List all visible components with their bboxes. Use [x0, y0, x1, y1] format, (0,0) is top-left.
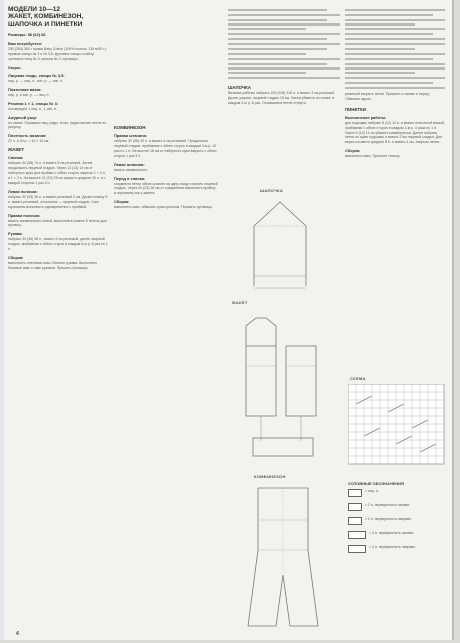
right-front-text: вязать симметрично левой, выполнив в планке 5 петель для пуговиц.: [8, 218, 107, 228]
text-line: [345, 82, 433, 84]
text-line: [228, 19, 327, 21]
cross-left-icon: [348, 503, 362, 511]
jacket-schema-label: ЖАКЕТ: [232, 300, 248, 305]
knitting-chart: [348, 384, 446, 471]
density-heading: Плотность вязания:: [8, 133, 47, 139]
text-line: [345, 38, 445, 40]
booties-subheading: Выполнение работы:: [345, 114, 387, 120]
overalls-heading: КОМБИНЕЗОН: [114, 125, 146, 130]
legend-item-label: = 2 п. перекрестить направо: [365, 517, 412, 522]
text-line: [345, 53, 445, 55]
text-line: [345, 67, 445, 69]
materials-text: 250 (300) 350 г пряжи Baby Cotton (100% хлопок, 115 м/50 г), прямые спицы № 3 и № 3,5, круговые спицы и набор чулочных спиц № 3; крючок № 3; пуговицы.: [8, 47, 107, 61]
overalls-schematic: [228, 480, 338, 630]
booties-heading: ПИНЕТКИ: [345, 106, 366, 112]
knit-stitch-icon: [348, 489, 362, 497]
text-line: [228, 23, 340, 25]
text-line: [345, 23, 415, 25]
stitch3-heading: Резинка 1 × 1, спицы № 3:: [8, 100, 59, 106]
legend-item: [348, 531, 448, 539]
assembly-text: выполнить плечевые швы. Втачать рукава. Выполнить боковые швы и швы рукавов. Пришить пуговицы.: [8, 261, 98, 270]
text-line: [345, 77, 445, 79]
stitch3-text: поочередно 1 лиц. п., 1 изн. п.: [8, 106, 58, 111]
cross-right-icon: [348, 517, 362, 525]
text-line: [228, 77, 340, 79]
legend-item-label: = 2 п. перекрестить налево: [365, 503, 410, 508]
sleeves-text: набрать 34 (36) 38 п., вязать 4 см резинкой, далее лицевой гладью, прибавляя с обеих сторон в каждом 6-м р. 8 раз по 1 п.: [8, 237, 108, 252]
legend-item: [348, 489, 448, 497]
text-line: [228, 58, 340, 60]
patterns-heading: Узоры:: [8, 64, 22, 70]
text-line: [228, 67, 340, 69]
booties-text: для подошвы набрать 8 (12) 12 п. и вязать платочной вязкой, прибавляя с обеих сторон в каждом 2-м р. 3 раза по 1 п. Через 9 (10) 11 см убавить симметрично. Далее набрать петли по краю подошвы и вязать 2 см лицевой гладью. Для верха оставить средние 8 п. и вязать 4 см. Закрыть петли.: [345, 120, 445, 145]
text-line: [228, 28, 306, 30]
text-line: [345, 72, 415, 74]
overalls-assembly-heading: Сборка:: [114, 199, 130, 205]
text-line: [228, 53, 306, 55]
right-front-heading: Правая полочка:: [8, 212, 41, 218]
legend-item: [348, 545, 448, 553]
text-line: [345, 33, 433, 35]
left-front-heading: Левая полочка:: [8, 188, 38, 194]
booties-assembly-heading: Сборка:: [345, 148, 361, 154]
text-line: [228, 72, 306, 74]
sleeves-heading: Рукава:: [8, 231, 23, 237]
text-line: [345, 14, 433, 16]
stitch2-heading: Платочная вязка:: [8, 86, 42, 92]
legend-item-label: = 3 п. перекрестить налево: [369, 531, 414, 536]
hat-heading: ШАПОЧКА: [228, 85, 252, 91]
back-heading: Спинка:: [8, 155, 24, 161]
stitch4-text: по схеме. Показаны лиц. ряды, в изн. рядах вязать петли по рисунку.: [8, 120, 107, 130]
front-back-text: соединить петли обеих штанин на одну спицу и вязать лицевой гладью. Через 20 (23) 26 см от соединения выполнить пройму и горловину как у жакета.: [114, 181, 218, 196]
legend-item-label: = лиц. п.: [365, 489, 379, 494]
legend-title: УСЛОВНЫЕ ОБОЗНАЧЕНИЯ: [348, 481, 404, 486]
text-line: [345, 19, 445, 21]
text-line: [345, 9, 445, 11]
overalls-schema-label: КОМБИНЕЗОН: [254, 474, 286, 479]
assembly-continued-text: резинкой закрыть петли. Пришить к спинке и перед. Обвязать вдоль.: [345, 91, 430, 101]
assembly-heading: Сборка:: [8, 255, 24, 261]
overalls-assembly-text: выполнить швы, обвязать края крючком. Пришить пуговицы.: [114, 205, 213, 210]
text-column-2: [114, 122, 218, 392]
left-leg-text: вязать симметрично.: [114, 167, 149, 172]
hat-text: Вязание работы: набрать 100 (108) 116 п. и вязать 3 см резинкой. Далее узором: лицевой гладью 10 см. Затем убавить по схеме: в каждом 2-м р. 8 раз. Оставшиеся петли стянуть.: [228, 91, 336, 106]
text-line: [228, 9, 327, 11]
text-line: [345, 43, 445, 45]
page-title: МОДЕЛИ 10—12 ЖАКЕТ, КОМБИНЕЗОН, ШАПОЧКА И ПИНЕТКИ: [8, 6, 84, 28]
page-edge: [0, 0, 4, 640]
text-line: [228, 48, 327, 50]
hat-schema-label: ШАПОЧКА: [260, 188, 284, 193]
front-back-heading: Перед и спинка:: [114, 175, 146, 181]
chart-schema-label: СХЕМА: [350, 376, 366, 381]
right-leg-text: набрать 32 (36) 40 п. и вязать 4 см резинкой. Продолжить лицевой гладью, прибавляя с обеих сторон в каждом 4-м р. 10 раз по 1 п. На высоте 18 см от наборного края закрыть с обеих сторон 1 раз 3 п.: [114, 139, 217, 158]
page-number: 4: [16, 631, 19, 637]
text-line: [228, 38, 327, 40]
stitch1-heading: Лицевая гладь, спицы № 3,5:: [8, 72, 65, 78]
stitch1-text: лиц. р. — лиц. п., изн. р. — изн. п.: [8, 78, 64, 83]
legend: [348, 482, 448, 559]
text-line: [345, 87, 445, 89]
text-line: [228, 14, 340, 16]
text-line: [345, 28, 445, 30]
right-leg-heading: Правая штанина:: [114, 133, 148, 138]
text-column-1: [8, 6, 108, 614]
sizes: Размеры: 56 (62) 68: [8, 32, 46, 38]
legend-item: [348, 503, 448, 511]
hat-schematic: [240, 196, 320, 291]
jacket-heading: ЖАКЕТ: [8, 147, 25, 153]
materials-heading: Вам потребуется:: [8, 41, 43, 47]
text-line: [345, 48, 415, 50]
stitch2-text: лиц. р. и изн. р. — лиц. п.: [8, 92, 50, 97]
cross3-left-icon: [348, 531, 366, 539]
text-line: [345, 58, 433, 60]
density-text: 22 п. и 30 р. = 10 × 10 см.: [8, 139, 50, 144]
text-column-4: [345, 6, 445, 336]
stitch4-heading: Ажурный узор:: [8, 114, 38, 120]
legend-item-label: = 3 п. перекрестить направо: [369, 545, 416, 550]
text-line: [345, 63, 445, 65]
back-text: набрать 54 (58) 74 п. и вязать 5 см резинкой. Затем продолжить лицевой гладью. Через 12 (13) 14 см от наборного края для проймы с обеих сторон закрыть 1 × 3 п. и 1 × 2 п. На высоте 21 (23) 25 см закрыть средние 20 п. и с каждой стороны 1 раз 3 п.: [8, 161, 106, 185]
cross3-right-icon: [348, 545, 366, 553]
text-line: [228, 63, 327, 65]
text-line: [228, 33, 340, 35]
text-line: [228, 43, 340, 45]
booties-assembly-text: выполнить швы. Пришить тесьму.: [345, 154, 401, 159]
legend-item: [348, 517, 448, 525]
left-front-text: набрать 30 (33) 36 п. и вязать резинкой 5 см. Далее планку 5 п. вязать резинкой, остальные — лицевой гладью. Скос горловины выполнить одновременно с проймой.: [8, 194, 108, 209]
left-leg-heading: Левая штанина:: [114, 161, 145, 167]
jacket-schematic: [228, 306, 338, 466]
text-column-3: [228, 6, 340, 176]
